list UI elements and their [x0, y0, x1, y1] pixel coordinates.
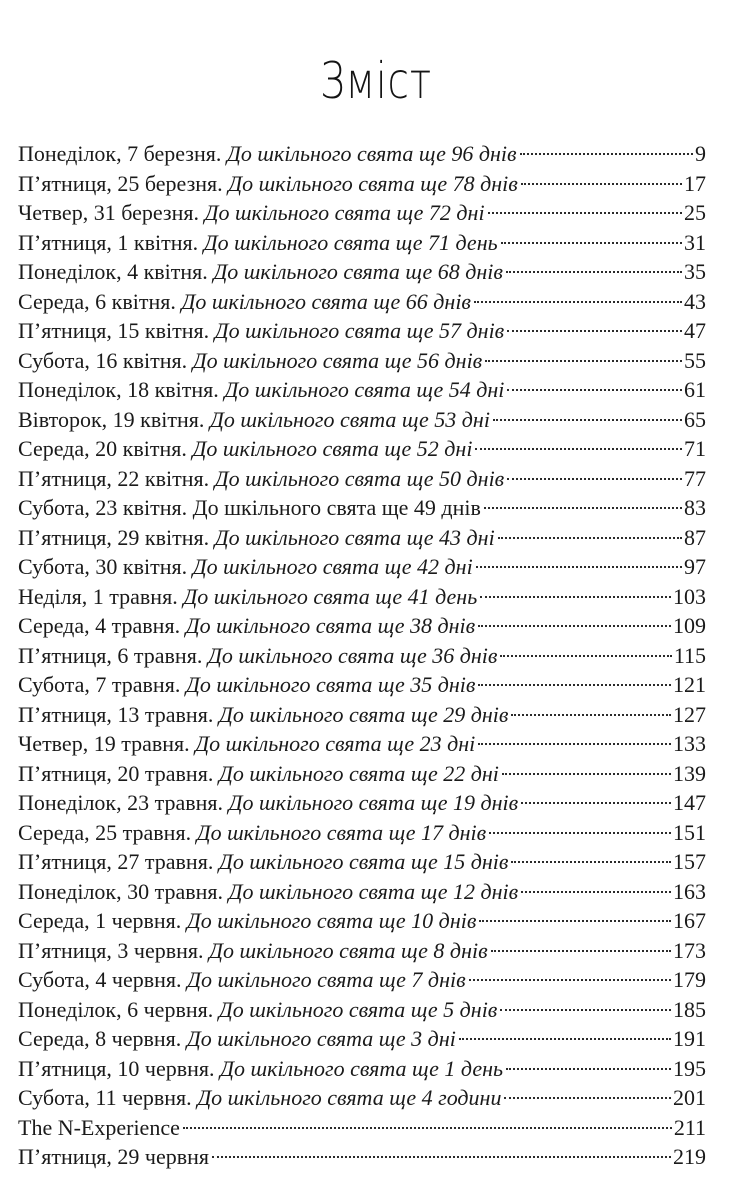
toc-entry-countdown: До шкільного свята ще 22 дні — [218, 760, 499, 786]
toc-entry-page-number: 115 — [673, 642, 706, 668]
toc-entry[interactable] — [18, 375, 706, 405]
dot-leader — [489, 832, 671, 834]
toc-entry-page-number: 167 — [673, 908, 706, 933]
toc-entry-date: Середа, 8 червня. — [18, 1026, 182, 1051]
toc-entry-countdown: До шкільного свята ще 23 дні — [195, 731, 476, 756]
toc-entry-page-number: 147 — [673, 790, 706, 815]
toc-entry-countdown: До шкільного свята ще 5 днів — [218, 996, 498, 1022]
toc-entry[interactable] — [18, 316, 706, 346]
toc-entry-countdown: До шкільного свята ще 42 дні — [192, 554, 473, 579]
dot-leader — [474, 301, 682, 303]
toc-entry-page-number: 121 — [673, 672, 706, 697]
dot-leader — [507, 330, 682, 332]
dot-leader — [478, 743, 671, 745]
toc-entry-title — [18, 759, 499, 789]
toc-entry-date: Середа, 20 квітня. — [18, 436, 187, 461]
toc-entry-countdown: До шкільного свята ще 4 години — [197, 1085, 502, 1110]
toc-entry-page-number: 9 — [695, 141, 706, 166]
toc-entry-title — [18, 995, 497, 1025]
toc-entry-date: Четвер, 19 травня. — [18, 731, 190, 756]
toc-entry[interactable] — [18, 582, 706, 612]
toc-entry[interactable] — [18, 1142, 706, 1172]
toc-entry[interactable] — [18, 818, 706, 848]
toc-entry-title — [18, 906, 476, 936]
toc-entry-countdown: До шкільного свята ще 15 днів — [218, 849, 509, 874]
toc-entry[interactable] — [18, 1083, 706, 1113]
toc-entry-countdown: До шкільного свята ще 71 день — [203, 229, 498, 255]
toc-entry-title — [18, 198, 485, 228]
toc-entry-date: Вівторок, 19 квітня. — [18, 406, 205, 432]
toc-entry-countdown: До шкільного свята ще 66 днів — [181, 288, 471, 314]
toc-entry[interactable] — [18, 1024, 706, 1054]
dot-leader — [183, 1127, 672, 1129]
toc-entry-title — [18, 552, 473, 582]
dot-leader — [507, 478, 682, 480]
dot-leader — [491, 950, 671, 952]
toc-entry-countdown: До шкільного свята ще 10 днів — [186, 908, 477, 933]
toc-entry-countdown: До шкільного свята ще 50 днів — [214, 465, 505, 491]
dot-leader — [480, 596, 671, 598]
toc-entry-page-number: 77 — [684, 465, 706, 491]
dot-leader — [521, 183, 682, 185]
toc-entry[interactable] — [18, 257, 706, 287]
toc-entry-title — [18, 582, 477, 612]
toc-entry-title — [18, 1083, 501, 1113]
toc-entry-date: Субота, 23 квітня. — [18, 495, 188, 520]
toc-entry-page-number: 157 — [673, 849, 706, 874]
toc-entry-title — [18, 1024, 456, 1054]
toc-entry[interactable] — [18, 405, 706, 435]
toc-entry-page-number: 151 — [673, 819, 706, 845]
toc-entry-page-number: 179 — [673, 967, 706, 992]
toc-entry-page-number: 55 — [684, 347, 706, 373]
table-of-contents — [18, 139, 706, 1172]
toc-entry-title — [18, 965, 466, 995]
toc-entry-countdown: До шкільного свята ще 72 дні — [204, 200, 485, 225]
dot-leader — [504, 1097, 671, 1099]
toc-entry-date: Субота, 11 червня. — [18, 1085, 192, 1110]
dot-leader — [500, 1009, 671, 1011]
toc-entry-title — [18, 228, 498, 258]
toc-entry-countdown: До шкільного свята ще 49 днів — [192, 495, 481, 520]
toc-entry-date: П’ятниця, 29 червня — [18, 1144, 209, 1169]
toc-entry-title — [18, 670, 475, 700]
toc-entry-title — [18, 729, 475, 759]
dot-leader — [506, 271, 682, 273]
dot-leader — [493, 419, 682, 421]
toc-entry-countdown: До шкільного свята ще 41 день — [183, 583, 478, 609]
dot-leader — [501, 242, 682, 244]
toc-entry-countdown: До шкільного свята ще 36 днів — [207, 642, 498, 668]
toc-entry-page-number: 31 — [684, 229, 706, 255]
dot-leader — [500, 655, 671, 657]
toc-entry-date: П’ятниця, 27 травня. — [18, 849, 214, 874]
toc-entry-page-number: 65 — [684, 406, 706, 432]
toc-entry-countdown: До шкільного свята ще 29 днів — [218, 701, 509, 727]
toc-entry[interactable] — [18, 759, 706, 789]
toc-entry-page-number: 185 — [673, 996, 706, 1022]
toc-entry-date: П’ятниця, 10 червня. — [18, 1055, 215, 1081]
toc-entry-page-number: 195 — [673, 1055, 706, 1081]
toc-entry-page-number: 17 — [684, 170, 706, 196]
toc-entry[interactable] — [18, 1054, 706, 1084]
toc-entry-date: Понеділок, 30 травня. — [18, 878, 224, 904]
toc-entry-title — [18, 818, 486, 848]
toc-entry-title — [18, 434, 472, 464]
toc-entry-countdown: До шкільного свята ще 54 дні — [224, 377, 505, 402]
toc-entry[interactable] — [18, 788, 706, 818]
toc-entry-date: Середа, 25 травня. — [18, 819, 192, 845]
toc-entry[interactable] — [18, 700, 706, 730]
toc-entry-title — [18, 847, 508, 877]
toc-entry-page-number: 43 — [684, 288, 706, 314]
toc-entry[interactable] — [18, 464, 706, 494]
toc-entry-date: П’ятниця, 13 травня. — [18, 701, 214, 727]
toc-entry-title — [18, 316, 504, 346]
toc-entry-countdown: До шкільного свята ще 52 дні — [192, 436, 473, 461]
dot-leader — [507, 389, 682, 391]
toc-entry-page-number: 219 — [673, 1144, 706, 1169]
dot-leader — [506, 1068, 671, 1070]
toc-entry-title — [18, 405, 490, 435]
toc-entry-page-number: 201 — [673, 1085, 706, 1110]
dot-leader — [476, 566, 682, 568]
toc-entry-date: Неділя, 1 травня. — [18, 583, 178, 609]
toc-entry-date: Субота, 30 квітня. — [18, 554, 188, 579]
toc-entry-date: П’ятниця, 1 квітня. — [18, 229, 199, 255]
toc-entry-page-number: 127 — [673, 701, 706, 727]
toc-entry-title — [18, 936, 488, 966]
toc-entry-title — [18, 641, 497, 671]
toc-entry-page-number: 61 — [684, 377, 706, 402]
toc-entry-page-number: 173 — [673, 937, 706, 963]
toc-entry[interactable] — [18, 552, 706, 582]
toc-entry-countdown: До шкільного свята ще 1 день — [220, 1055, 504, 1081]
toc-entry[interactable] — [18, 1113, 706, 1143]
dot-leader — [484, 507, 682, 509]
toc-entry-title — [18, 523, 495, 553]
toc-entry-countdown: До шкільного свята ще 96 днів — [226, 141, 517, 166]
toc-entry-title — [18, 493, 481, 523]
toc-entry-date: П’ятниця, 25 березня. — [18, 170, 223, 196]
toc-entry-countdown: До шкільного свята ще 38 днів — [185, 613, 476, 638]
toc-entry-countdown: До шкільного свята ще 78 днів — [228, 170, 518, 196]
toc-entry-date: Понеділок, 7 березня. — [18, 141, 222, 166]
toc-entry[interactable] — [18, 139, 706, 169]
toc-entry-page-number: 211 — [673, 1114, 706, 1140]
dot-leader — [502, 773, 671, 775]
toc-entry-date: The N-Experience — [18, 1114, 180, 1140]
toc-entry-date: Субота, 7 травня. — [18, 672, 181, 697]
toc-entry-title — [18, 375, 504, 405]
toc-entry-countdown: До шкільного свята ще 57 днів — [214, 318, 505, 343]
toc-entry-date: Понеділок, 4 квітня. — [18, 259, 208, 284]
toc-entry[interactable] — [18, 877, 706, 907]
toc-entry-date: П’ятниця, 15 квітня. — [18, 318, 210, 343]
toc-entry-countdown: До шкільного свята ще 19 днів — [228, 790, 519, 815]
toc-entry-date: Понеділок, 23 травня. — [18, 790, 224, 815]
toc-entry-page-number: 133 — [673, 731, 706, 756]
dot-leader — [469, 979, 671, 981]
toc-entry-date: Середа, 6 квітня. — [18, 288, 176, 314]
toc-entry-date: П’ятниця, 3 червня. — [18, 937, 204, 963]
toc-entry-page-number: 71 — [684, 436, 706, 461]
toc-entry[interactable] — [18, 228, 706, 258]
toc-entry-page-number: 191 — [673, 1026, 706, 1051]
toc-entry-countdown: До шкільного свята ще 68 днів — [213, 259, 503, 284]
toc-entry[interactable] — [18, 729, 706, 759]
toc-entry-date: Середа, 1 червня. — [18, 908, 182, 933]
toc-entry[interactable] — [18, 670, 706, 700]
toc-entry-page-number: 35 — [684, 259, 706, 284]
toc-entry-title — [18, 1142, 209, 1172]
toc-entry-page-number: 47 — [684, 318, 706, 343]
toc-entry[interactable] — [18, 611, 706, 641]
toc-entry-page-number: 139 — [673, 760, 706, 786]
dot-leader — [511, 861, 671, 863]
toc-entry-page-number: 25 — [684, 200, 706, 225]
toc-entry-title — [18, 169, 518, 199]
dot-leader — [498, 537, 682, 539]
toc-entry-countdown: До шкільного свята ще 8 днів — [209, 937, 488, 963]
toc-entry[interactable] — [18, 493, 706, 523]
toc-entry-date: Понеділок, 6 червня. — [18, 996, 214, 1022]
toc-entry-countdown: До шкільного свята ще 3 дні — [186, 1026, 456, 1051]
toc-entry-countdown: До шкільного свята ще 53 дні — [209, 406, 490, 432]
toc-entry-date: Четвер, 31 березня. — [18, 200, 199, 225]
dot-leader — [511, 714, 671, 716]
dot-leader — [521, 891, 671, 893]
toc-entry-page-number: 103 — [673, 583, 706, 609]
toc-entry-title — [18, 1113, 180, 1143]
toc-entry-date: Середа, 4 травня. — [18, 613, 181, 638]
dot-leader — [475, 448, 682, 450]
dot-leader — [485, 360, 682, 362]
toc-entry[interactable] — [18, 169, 706, 199]
toc-entry[interactable] — [18, 434, 706, 464]
toc-entry-title — [18, 1054, 503, 1084]
toc-entry-title — [18, 877, 518, 907]
dot-leader — [520, 153, 693, 155]
toc-entry-title — [18, 464, 504, 494]
toc-entry-page-number: 109 — [673, 613, 706, 638]
toc-entry-title — [18, 257, 503, 287]
toc-entry-page-number: 87 — [684, 524, 706, 550]
toc-entry-title — [18, 700, 508, 730]
toc-entry-date: П’ятниця, 29 квітня. — [18, 524, 210, 550]
toc-entry-date: П’ятниця, 22 квітня. — [18, 465, 210, 491]
dot-leader — [521, 802, 671, 804]
toc-entry-countdown: До шкільного свята ще 12 днів — [228, 878, 519, 904]
dot-leader — [479, 920, 671, 922]
toc-entry-countdown: До шкільного свята ще 43 дні — [214, 524, 495, 550]
toc-entry[interactable] — [18, 346, 706, 376]
dot-leader — [478, 684, 671, 686]
toc-entry-countdown: До шкільного свята ще 17 днів — [196, 819, 487, 845]
toc-entry-date: Субота, 4 червня. — [18, 967, 182, 992]
toc-entry-date: П’ятниця, 20 травня. — [18, 760, 214, 786]
toc-entry[interactable] — [18, 936, 706, 966]
page-title: Зміст — [320, 52, 432, 110]
toc-entry-date: Субота, 16 квітня. — [18, 347, 188, 373]
toc-entry[interactable] — [18, 906, 706, 936]
toc-entry[interactable] — [18, 965, 706, 995]
dot-leader — [488, 212, 682, 214]
toc-entry[interactable] — [18, 995, 706, 1025]
toc-entry-countdown: До шкільного свята ще 7 днів — [187, 967, 466, 992]
toc-entry[interactable] — [18, 287, 706, 317]
toc-entry[interactable] — [18, 641, 706, 671]
toc-entry-title — [18, 287, 471, 317]
toc-entry-title — [18, 346, 482, 376]
toc-entry[interactable] — [18, 847, 706, 877]
toc-entry[interactable] — [18, 198, 706, 228]
toc-entry-countdown: До шкільного свята ще 56 днів — [192, 347, 483, 373]
toc-entry-title — [18, 139, 517, 169]
toc-entry-date: Понеділок, 18 квітня. — [18, 377, 219, 402]
toc-entry-countdown: До шкільного свята ще 35 днів — [185, 672, 476, 697]
toc-entry-title — [18, 611, 475, 641]
dot-leader — [459, 1038, 671, 1040]
toc-entry-page-number: 83 — [684, 495, 706, 520]
dot-leader — [478, 625, 671, 627]
toc-entry-page-number: 97 — [684, 554, 706, 579]
toc-entry-page-number: 163 — [673, 878, 706, 904]
toc-entry-title — [18, 788, 518, 818]
dot-leader — [212, 1156, 671, 1158]
toc-entry[interactable] — [18, 523, 706, 553]
toc-entry-date: П’ятниця, 6 травня. — [18, 642, 203, 668]
